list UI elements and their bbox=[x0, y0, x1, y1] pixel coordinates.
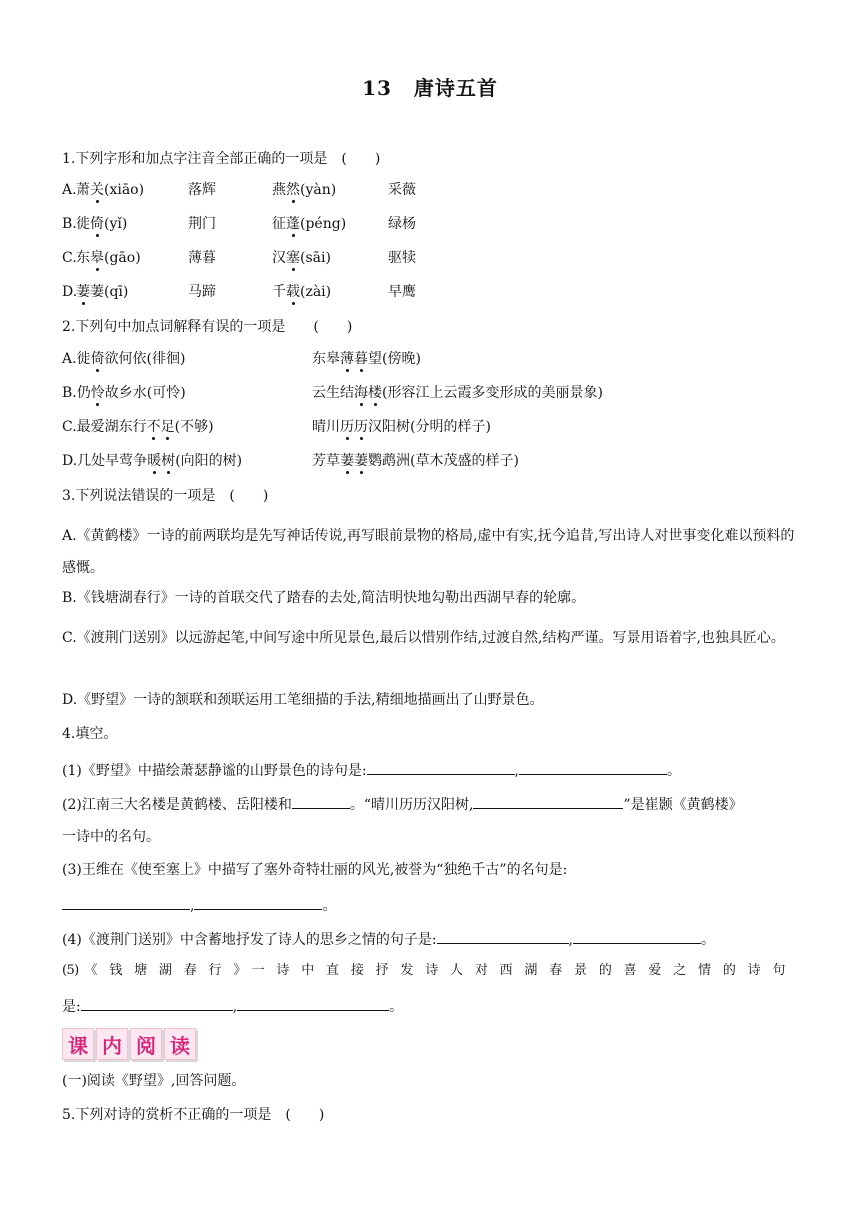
period: 。 bbox=[667, 763, 681, 779]
q1-a-item2: 落辉 bbox=[188, 182, 216, 198]
badge-char: 阅 bbox=[130, 1028, 162, 1060]
q4-stem: 4.填空。 bbox=[62, 726, 118, 742]
comma: , bbox=[514, 763, 519, 779]
answer-blank[interactable] bbox=[237, 996, 389, 1011]
q2-d-left: D.几处早莺争暖树(向阳的树) bbox=[62, 453, 243, 469]
q4-part4 bbox=[62, 929, 715, 949]
q4-part2-text: (2)江南三大名楼是黄鹤楼、岳阳楼和 bbox=[62, 797, 292, 813]
q2-d-right: 芳草萋萋鹦鹉洲(草木茂盛的样子) bbox=[312, 453, 519, 469]
q4-part3: (3)王维在《使至塞上》中描写了塞外奇特壮丽的风光,被誉为“独绝千古”的名句是: bbox=[62, 862, 568, 878]
comma: , bbox=[568, 932, 573, 948]
q3-option-d: D.《野望》一诗的颔联和颈联运用工笔细描的手法,精细地描画出了山野景色。 bbox=[62, 692, 544, 708]
q2-b-left: B.仍怜故乡水(可怜) bbox=[62, 385, 186, 401]
q1-option-d bbox=[62, 283, 822, 301]
q1-d-item3: 千载(zài) bbox=[272, 284, 332, 300]
q1-c-item2: 薄暮 bbox=[188, 250, 216, 266]
page-title bbox=[0, 72, 860, 101]
comma: , bbox=[232, 999, 238, 1015]
answer-blank[interactable] bbox=[473, 794, 623, 809]
badge-char: 内 bbox=[96, 1028, 128, 1060]
comma: , bbox=[190, 898, 195, 914]
q2-b-right: 云生结海楼(形容江上云霞多变形成的美丽景象) bbox=[312, 385, 603, 401]
q1-b-item4: 绿杨 bbox=[388, 216, 416, 232]
q2-stem: 2.下列句中加点词解释有误的一项是 ( ) bbox=[62, 319, 353, 335]
option-label: D. bbox=[62, 284, 78, 300]
q5-stem: 5.下列对诗的赏析不正确的一项是 ( ) bbox=[62, 1107, 325, 1123]
q1-b-item1: 徙倚(yǐ) bbox=[76, 216, 128, 232]
q1-b-item3: 征蓬(péng) bbox=[272, 216, 347, 232]
answer-blank[interactable] bbox=[81, 996, 233, 1011]
q3-option-b: B.《钱塘湖春行》一诗的首联交代了踏春的去处,简洁明快地勾勒出西湖早春的轮廓。 bbox=[62, 590, 586, 606]
lesson-title: 唐诗五首 bbox=[413, 76, 498, 100]
lesson-number: 13 bbox=[362, 76, 392, 100]
q1-d-item2: 马蹄 bbox=[188, 284, 216, 300]
q1-a-item1: 萧关(xiāo) bbox=[76, 182, 145, 198]
q4-part2-suffix: ”是崔颢《黄鹤楼》 bbox=[623, 797, 743, 813]
section-badge-in-class-reading bbox=[62, 1028, 196, 1060]
q2-c-left: C.最爱湖东行不足(不够) bbox=[62, 419, 214, 435]
q3-option-a: A.《黄鹤楼》一诗的前两联均是先写神话传说,再写眼前景物的格局,虚中有实,抚今追昔,写出诗人对世事变化难以预料的感慨。 bbox=[62, 528, 795, 576]
answer-blank[interactable] bbox=[573, 929, 701, 944]
q4-part3-answer bbox=[62, 895, 336, 915]
option-label: A. bbox=[62, 182, 77, 198]
answer-blank[interactable] bbox=[437, 929, 569, 944]
q2-a-right: 东皋薄暮望(傍晚) bbox=[312, 351, 421, 367]
q4-part2 bbox=[62, 794, 743, 814]
period: 。 bbox=[701, 932, 715, 948]
q1-d-item4: 早鹰 bbox=[388, 284, 416, 300]
q1-option-c bbox=[62, 249, 822, 267]
period: 。 bbox=[389, 999, 404, 1015]
option-label: B. bbox=[62, 216, 77, 232]
q2-c-right: 晴川历历汉阳树(分明的样子) bbox=[312, 419, 491, 435]
q1-a-item3: 燕然(yàn) bbox=[272, 182, 337, 198]
q1-b-item2: 荆门 bbox=[188, 216, 216, 232]
q1-option-b bbox=[62, 215, 822, 233]
q4-part5-answer bbox=[62, 996, 403, 1016]
q3-stem: 3.下列说法错误的一项是 ( ) bbox=[62, 488, 269, 504]
q4-part2-mid: 。“晴川历历汉阳树, bbox=[349, 797, 474, 813]
q4-part5: (5) 《 钱 塘 湖 春 行 》 一 诗 中 直 接 抒 发 诗 人 对 西 湖 春 景 的 喜 爱 之 情 的 诗 句 bbox=[62, 963, 785, 978]
q1-c-item4: 驱犊 bbox=[388, 250, 416, 266]
q1-option-a bbox=[62, 181, 822, 199]
q4-part4-text: (4)《渡荆门送别》中含蓄地抒发了诗人的思乡之情的句子是: bbox=[62, 932, 437, 948]
q1-c-item3: 汉塞(sāi) bbox=[272, 250, 331, 266]
period: 。 bbox=[322, 898, 337, 914]
q1-d-item1: 萋萋(qī) bbox=[76, 284, 129, 300]
answer-blank[interactable] bbox=[367, 760, 515, 775]
q1-stem: 1.下列字形和加点字注音全部正确的一项是 ( ) bbox=[62, 151, 381, 167]
q4-part5-prefix: 是: bbox=[62, 999, 81, 1015]
q3-option-c: C.《渡荆门送别》以远游起笔,中间写途中所见景色,最后以惜别作结,过渡自然,结构严谨。写景用语着字,也独具匠心。 bbox=[62, 630, 785, 646]
badge-char: 读 bbox=[164, 1028, 196, 1060]
q4-part1-text: (1)《野望》中描绘萧瑟静谧的山野景色的诗句是: bbox=[62, 763, 367, 779]
option-label: C. bbox=[62, 250, 77, 266]
q1-c-item1: 东皋(gāo) bbox=[76, 250, 141, 266]
q1-a-item4: 采薇 bbox=[388, 182, 416, 198]
q4-part1 bbox=[62, 760, 681, 780]
answer-blank[interactable] bbox=[194, 895, 322, 910]
answer-blank[interactable] bbox=[292, 794, 350, 809]
badge-char: 课 bbox=[62, 1028, 94, 1060]
q4-part2-line2: 一诗中的名句。 bbox=[62, 829, 160, 845]
answer-blank[interactable] bbox=[519, 760, 667, 775]
q2-a-left: A.徙倚欲何依(徘徊) bbox=[62, 351, 186, 367]
answer-blank[interactable] bbox=[62, 895, 190, 910]
reading-intro: (一)阅读《野望》,回答问题。 bbox=[62, 1073, 246, 1089]
